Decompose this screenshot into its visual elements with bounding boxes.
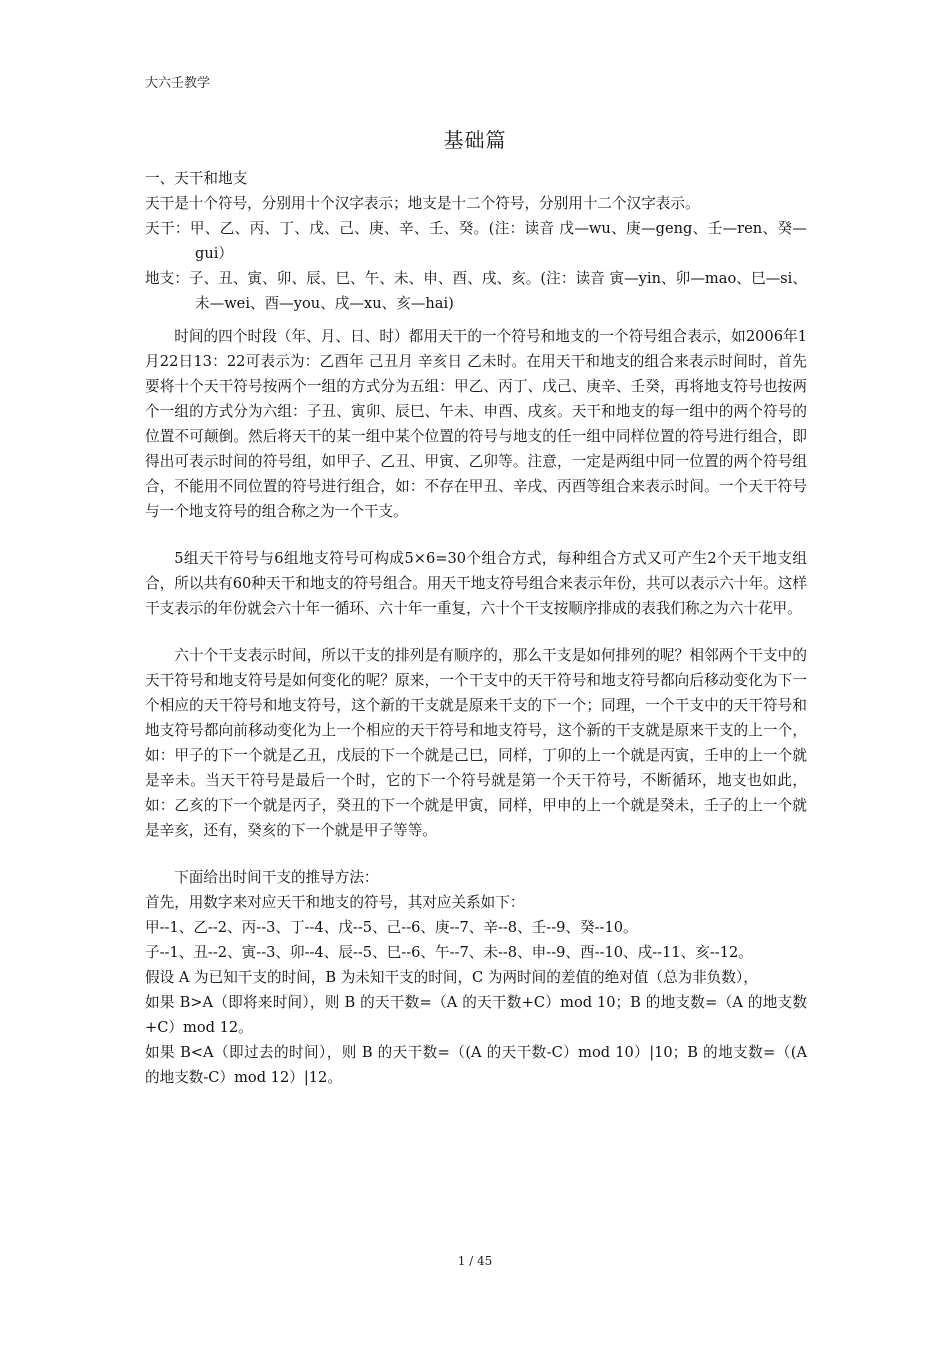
paragraph-sixty-combinations: 5组天干符号与6组地支符号可构成5×6=30个组合方式，每种组合方式又可产生2个天干地支组合，所以共有60种天干和地支的符号组合。用天干地支符号组合来表示年份，共可以表示六十年。这样干支表示的年份就会六十年一循环、六十年一重复，六十个干支按顺序排成的表我们称之为六十花甲。	[145, 550, 807, 617]
running-header: 大六壬教学	[145, 76, 211, 91]
gan-number-mapping: 甲--1、乙--2、丙--3、丁--4、戊--5、己--6、庚--7、辛--8、壬--9、癸--10。	[145, 919, 638, 936]
paragraph-time-periods: 时间的四个时段（年、月、日、时）都用天干的一个符号和地支的一个符号组合表示，如2006年1月22日13：22可表示为：乙酉年 己丑月 辛亥日 乙未时。在用天干和地支的组合来表示时间时，首先要将十个天干符号按两个一组的方式分为五组：甲乙、丙丁、戊己、庚辛、壬癸，再将地支符号也按两个一组的方式分为六组：子丑、寅卯、辰巳、午未、申酉、戌亥。天干和地支的每一组中的两个符号的位置不可颠倒。然后将天干的某一组中某个位置的符号与地支的任一组中同样位置的符号进行组合，即得出可表示时间的符号组，如甲子、乙丑、甲寅、乙卯等。注意，一定是两组中同一位置的两个符号组合，不能用不同位置的符号进行组合，如：不存在甲丑、辛戌、丙酉等组合来表示时间。一个天干符号与一个地支符号的组合称之为一个干支。	[145, 328, 807, 520]
paragraph-method-intro: 下面给出时间干支的推导方法：	[174, 869, 379, 886]
method-future-formula: 如果 B>A（即将来时间），则 B 的天干数=（A 的天干数+C）mod 10；B 的地支数=（A 的地支数+C）mod 12。	[145, 994, 807, 1036]
method-first: 首先，用数字来对应天干和地支的符号，其对应关系如下：	[145, 894, 525, 911]
tiangan-list: 天干：甲、乙、丙、丁、戊、己、庚、辛、壬、癸。(注：读音 戊—wu、庚—geng、壬—ren、癸—gui）	[145, 220, 807, 262]
dizhi-list: 地支：子、丑、寅、卯、辰、巳、午、未、申、酉、戌、亥。(注：读音 寅—yin、卯—mao、巳—si、未—wei、酉—you、戌—xu、亥—hai)	[145, 270, 807, 312]
page-title: 基础篇	[443, 128, 507, 152]
zhi-number-mapping: 子--1、丑--2、寅--3、卯--4、辰--5、巳--6、午--7、未--8、申--9、酉--10、戌--11、亥--12。	[145, 944, 753, 961]
page-number: 1 / 45	[457, 1254, 493, 1268]
method-assumption: 假设 A 为已知干支的时间，B 为未知干支的时间，C 为两时间的差值的绝对值（总为非负数），	[145, 969, 758, 986]
section-intro: 天干是十个符号，分别用十个汉字表示；地支是十二个符号，分别用十二个汉字表示。	[145, 195, 700, 212]
paragraph-ordering: 六十个干支表示时间，所以干支的排列是有顺序的，那么干支是如何排列的呢？相邻两个干支中的天干符号和地支符号是如何变化的呢？原来，一个干支中的天干符号和地支符号都向后移动变化为下一个相应的天干符号和地支符号，这个新的干支就是原来干支的下一个；同理，一个干支中的天干符号和地支符号都向前移动变化为上一个相应的天干符号和地支符号，这个新的干支就是原来干支的上一个，如：甲子的下一个就是乙丑，戊辰的下一个就是己巳，同样，丁卯的上一个就是丙寅，壬申的上一个就是辛未。当天干符号是最后一个时，它的下一个符号就是第一个天干符号，不断循环，地支也如此，如：乙亥的下一个就是丙子，癸丑的下一个就是甲寅，同样，甲申的上一个就是癸未，壬子的上一个就是辛亥，还有，癸亥的下一个就是甲子等等。	[145, 647, 807, 839]
document-body	[145, 166, 807, 1090]
section-heading: 一、天干和地支	[145, 170, 248, 187]
method-past-formula: 如果 B<A（即过去的时间），则 B 的天干数=（(A 的天干数-C）mod 10）|10；B 的地支数=（(A 的地支数-C）mod 12）|12。	[145, 1044, 807, 1086]
